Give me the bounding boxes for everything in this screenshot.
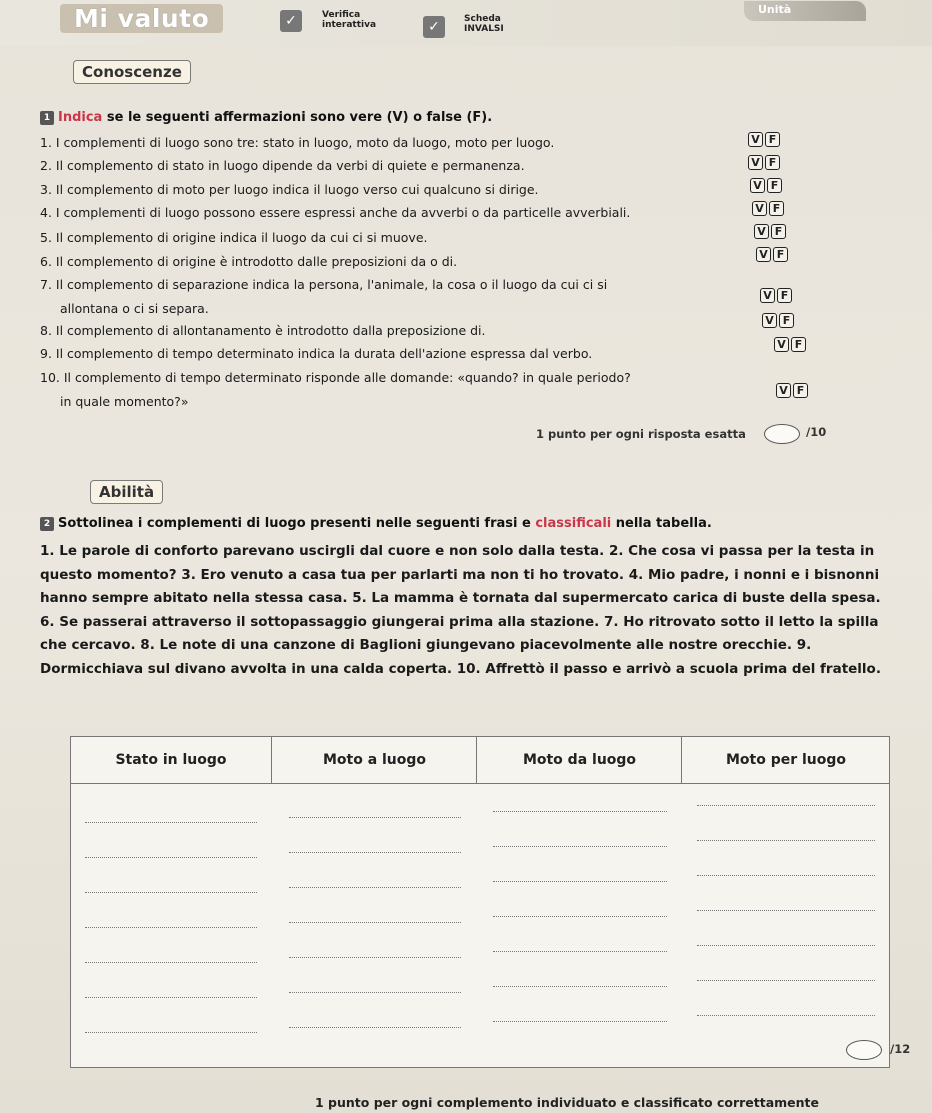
classification-table bbox=[70, 736, 890, 1068]
exercise2-title: 2 Sottolinea i complementi di luogo presenti nelle seguenti frasi e classificali nella tabella. bbox=[40, 516, 712, 531]
exercise1-title: 1 Indica se le seguenti affermazioni sono vere (V) o false (F). bbox=[40, 110, 492, 125]
statement-10-cont: in quale momento?» bbox=[60, 394, 189, 409]
vf-choice-2[interactable]: V F bbox=[748, 155, 782, 170]
answer-line[interactable] bbox=[289, 922, 461, 923]
answer-line[interactable] bbox=[493, 916, 667, 917]
statement-9: 9. Il complemento di tempo determinato indica la durata dell'azione espressa dal verbo. bbox=[40, 346, 593, 361]
score-max-1: /10 bbox=[806, 425, 827, 439]
answer-line[interactable] bbox=[493, 811, 667, 812]
exercise-number: 2 bbox=[40, 517, 54, 531]
answer-line[interactable] bbox=[697, 875, 875, 876]
answer-line[interactable] bbox=[697, 840, 875, 841]
statement-2: 2. Il complemento di stato in luogo dipende da verbi di quiete e permanenza. bbox=[40, 158, 525, 173]
score-max-2: /12 bbox=[890, 1042, 911, 1056]
answer-line[interactable] bbox=[85, 822, 257, 823]
answer-line[interactable] bbox=[697, 805, 875, 806]
link-verifica[interactable]: Verifica interattiva bbox=[322, 10, 377, 30]
col-header-moto-a: Moto a luogo bbox=[271, 737, 477, 783]
exercise2-paragraph: 1. Le parole di conforto parevano uscirgli dal cuore e non solo dalla testa. 2. Che cosa vi passa per la testa in questo momento? 3. Ero venuto a casa tua per parlarti ma non ti ho trovato. 4. Mio padre, i nonni e i bisnonni hanno sempre abitato nella stessa casa. 5. La mamma è tornata dal supermercato carica di buste della spesa. 6. Se passerai attraverso il sottopassaggio giungerai prima alla stazione. 7. Ho ritrovato sotto il letto la spilla che cercavo. 8. Le note di una canzone di Baglioni giungevano piacevolmente alle nostre orecchie. 9. Dormicchiava sul divano avvolta in una calda coperta. 10. Affrettò il passo e arrivò a scuola prima del fratello. bbox=[40, 543, 881, 677]
answer-line[interactable] bbox=[493, 951, 667, 952]
link-scheda[interactable]: Scheda INVALSI bbox=[464, 14, 504, 34]
statement-10: 10. Il complemento di tempo determinato risponde alle domande: «quando? in quale periodo? bbox=[40, 370, 631, 385]
answer-line[interactable] bbox=[85, 857, 257, 858]
score-label-1: 1 punto per ogni risposta esatta bbox=[536, 427, 746, 441]
vf-choice-4[interactable]: V F bbox=[752, 201, 786, 216]
vf-choice-9[interactable]: V F bbox=[774, 337, 808, 352]
answer-line[interactable] bbox=[493, 1021, 667, 1022]
score-oval-2[interactable] bbox=[846, 1040, 882, 1060]
answer-line[interactable] bbox=[85, 927, 257, 928]
statement-5: 5. Il complemento di origine indica il luogo da cui ci si muove. bbox=[40, 230, 428, 245]
score-oval-1[interactable] bbox=[764, 424, 800, 444]
answer-line[interactable] bbox=[697, 1015, 875, 1016]
section-label-conoscenze: Conoscenze bbox=[73, 60, 191, 84]
statement-1: 1. I complementi di luogo sono tre: stato in luogo, moto da luogo, moto per luogo. bbox=[40, 135, 555, 150]
answer-line[interactable] bbox=[289, 887, 461, 888]
table-header-divider bbox=[71, 783, 889, 784]
vf-choice-7[interactable]: V F bbox=[760, 288, 794, 303]
statement-8: 8. Il complemento di allontanamento è introdotto dalla preposizione di. bbox=[40, 323, 486, 338]
statement-7: 7. Il complemento di separazione indica la persona, l'animale, la cosa o il luogo da cui ci si bbox=[40, 277, 608, 292]
exercise-number: 1 bbox=[40, 111, 54, 125]
check-icon[interactable]: ✓ bbox=[280, 10, 302, 32]
answer-line[interactable] bbox=[493, 846, 667, 847]
score-label-2: 1 punto per ogni complemento individuato e classificato correttamente bbox=[315, 1095, 820, 1110]
check-icon[interactable]: ✓ bbox=[423, 16, 445, 38]
unit-badge: Unità bbox=[744, 1, 866, 21]
answer-line[interactable] bbox=[493, 881, 667, 882]
statement-6: 6. Il complemento di origine è introdotto dalle preposizioni da o di. bbox=[40, 254, 458, 269]
answer-line[interactable] bbox=[697, 980, 875, 981]
answer-line[interactable] bbox=[85, 892, 257, 893]
col-header-moto-da: Moto da luogo bbox=[476, 737, 682, 783]
statement-3: 3. Il complemento di moto per luogo indica il luogo verso cui qualcuno si dirige. bbox=[40, 182, 539, 197]
answer-line[interactable] bbox=[289, 817, 461, 818]
vf-choice-6[interactable]: V F bbox=[756, 247, 790, 262]
vf-choice-10[interactable]: V F bbox=[776, 383, 810, 398]
answer-line[interactable] bbox=[85, 997, 257, 998]
statement-7-cont: allontana o ci si separa. bbox=[60, 301, 209, 316]
answer-line[interactable] bbox=[289, 992, 461, 993]
vf-choice-1[interactable]: V F bbox=[748, 132, 782, 147]
section-label-abilita: Abilità bbox=[90, 480, 163, 504]
answer-line[interactable] bbox=[289, 852, 461, 853]
answer-line[interactable] bbox=[85, 1032, 257, 1033]
answer-line[interactable] bbox=[289, 957, 461, 958]
vf-choice-5[interactable]: V F bbox=[754, 224, 788, 239]
col-header-stato: Stato in luogo bbox=[115, 752, 227, 768]
brand-title: Mi valuto bbox=[60, 4, 223, 33]
answer-line[interactable] bbox=[289, 1027, 461, 1028]
col-header-moto-per: Moto per luogo bbox=[681, 737, 890, 783]
answer-line[interactable] bbox=[85, 962, 257, 963]
vf-choice-8[interactable]: V F bbox=[762, 313, 796, 328]
answer-line[interactable] bbox=[697, 910, 875, 911]
statement-4: 4. I complementi di luogo possono essere espressi anche da avverbi o da particelle avverbiali. bbox=[40, 205, 631, 220]
answer-line[interactable] bbox=[697, 945, 875, 946]
answer-line[interactable] bbox=[493, 986, 667, 987]
vf-choice-3[interactable]: V F bbox=[750, 178, 784, 193]
